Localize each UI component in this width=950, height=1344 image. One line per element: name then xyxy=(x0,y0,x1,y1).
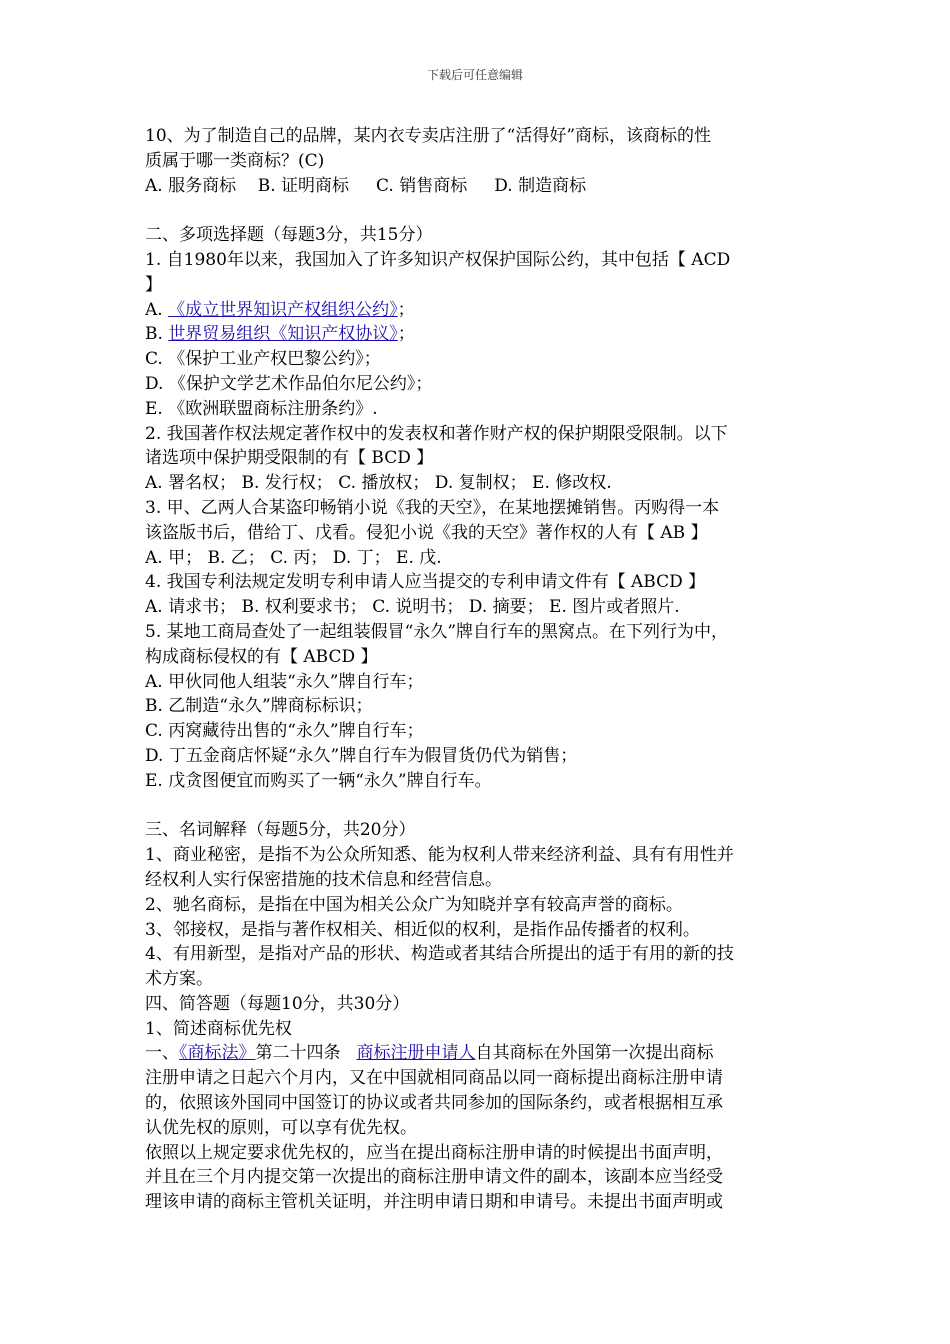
p1-article: 第二十四条 xyxy=(255,1043,341,1064)
s2-q1-line2: 】 xyxy=(145,274,162,295)
s2-q4-options: A. 请求书； B. 权利要求书； C. 说明书； D. 摘要； E. 图片或者照片. xyxy=(145,597,680,618)
s2-q1-option-c: C. 《保护工业产权巴黎公约》； xyxy=(145,349,381,370)
q10-options: A. 服务商标 B. 证明商标 C. 销售商标 D. 制造商标 xyxy=(145,175,587,196)
s3-term4-line1: 4、有用新型，是指对产品的形状、构造或者其结合所提出的适于有用的新的技 xyxy=(145,944,734,965)
s4-p1-line1 xyxy=(145,1041,815,1066)
s2-q5-option-e: E. 戊贪图便宜而购买了一辆“永久”牌自行车。 xyxy=(145,770,492,791)
s2-q3-line1: 3. 甲、乙两人合某盗印畅销小说《我的天空》，在某地摆摊销售。丙购得一本 xyxy=(145,497,720,518)
s2-q1-option-d: D. 《保护文学艺术作品伯尔尼公约》； xyxy=(145,373,433,394)
spacer xyxy=(145,198,815,223)
spacer xyxy=(145,794,815,819)
section2-title: 二、多项选择题（每题3分，共15分） xyxy=(145,225,433,246)
section4-title: 四、简答题（每题10分，共30分） xyxy=(145,993,410,1014)
s2-q1-option-b xyxy=(145,322,815,347)
s2-q2-line1: 2. 我国著作权法规定著作权中的发表权和著作财产权的保护期限受限制。以下 xyxy=(145,423,728,444)
s2-q1-option-e: E. 《欧洲联盟商标注册条约》. xyxy=(145,398,378,419)
s2-q5-option-d: D. 丁五金商店怀疑“永久”牌自行车为假冒货仍代为销售； xyxy=(145,745,578,766)
option-b-suffix: ； xyxy=(397,324,415,345)
s2-q5-line1: 5. 某地工商局查处了一起组装假冒“永久”牌自行车的黑窝点。在下列行为中， xyxy=(145,621,729,642)
s4-p1-line2: 注册申请之日起六个月内，又在中国就相同商品以同一商标提出商标注册申请 xyxy=(145,1068,723,1089)
s3-term1-line1: 1、商业秘密，是指不为公众所知悉、能为权利人带来经济利益、具有有用性并 xyxy=(145,845,734,866)
s2-q5-option-c: C. 丙窝藏待出售的“永久”牌自行车； xyxy=(145,721,424,742)
p1-prefix: 一、 xyxy=(145,1043,179,1064)
s4-p2-line3: 理该申请的商标主管机关证明，并注明申请日期和申请号。未提出书面声明或 xyxy=(145,1192,723,1213)
s4-p2-line2: 并且在三个月内提交第一次提出的商标注册申请文件的副本，该副本应当经受 xyxy=(145,1167,723,1188)
s2-q3-options: A. 甲； B. 乙； C. 丙； D. 丁； E. 戊. xyxy=(145,547,442,568)
trips-agreement-link[interactable]: 世界贸易组织《知识产权协议》 xyxy=(168,324,398,345)
page-header: 下载后可任意编辑 xyxy=(426,68,523,82)
option-b-prefix: B. xyxy=(145,324,169,345)
s4-p1-line3: 的，依照该外国同中国签订的协议或者共同参加的国际条约，或者根据相互承 xyxy=(145,1093,723,1114)
p1-rest: 自其商标在外国第一次提出商标 xyxy=(475,1043,714,1064)
document-body xyxy=(145,124,815,1215)
s2-q2-options: A. 署名权； B. 发行权； C. 播放权； D. 复制权； E. 修改权. xyxy=(145,473,612,494)
trademark-law-link[interactable]: 《商标法》 xyxy=(179,1043,256,1064)
s2-q5-option-b: B. 乙制造“永久”牌商标标识； xyxy=(145,696,373,717)
s2-q3-line2: 该盗版书后，借给丁、戊看。侵犯小说《我的天空》著作权的人有【 AB 】 xyxy=(145,522,708,543)
s4-q1-title: 1、简述商标优先权 xyxy=(145,1018,292,1039)
s3-term4-line2: 术方案。 xyxy=(145,969,213,990)
option-a-prefix: A. xyxy=(145,299,169,320)
q10-line2: 质属于哪一类商标？(C) xyxy=(145,150,325,171)
s4-p2-line1: 依照以上规定要求优先权的，应当在提出商标注册申请的时候提出书面声明， xyxy=(145,1142,723,1163)
s4-p1-line4: 认优先权的原则，可以享有优先权。 xyxy=(145,1117,417,1138)
option-a-suffix: ； xyxy=(397,299,415,320)
wipo-convention-link[interactable]: 《成立世界知识产权组织公约》 xyxy=(168,299,398,320)
s2-q5-option-a: A. 甲伙同他人组装“永久”牌自行车； xyxy=(145,671,424,692)
section3-title: 三、名词解释（每题5分，共20分） xyxy=(145,820,416,841)
s2-q1-line1: 1. 自1980年以来，我国加入了许多知识产权保护国际公约，其中包括【 ACD xyxy=(145,249,731,270)
q10-line1: 10、为了制造自己的品牌，某内衣专卖店注册了“活得好”商标，该商标的性 xyxy=(145,126,712,146)
s2-q4-line1: 4. 我国专利法规定发明专利申请人应当提交的专利申请文件有【 ABCD 】 xyxy=(145,572,706,593)
s2-q5-line2: 构成商标侵权的有【 ABCD 】 xyxy=(145,646,378,667)
s3-term2: 2、驰名商标，是指在中国为相关公众广为知晓并享有较高声誉的商标。 xyxy=(145,894,683,915)
s3-term3: 3、邻接权，是指与著作权相关、相近似的权利，是指作品传播者的权利。 xyxy=(145,919,700,940)
s3-term1-line2: 经权利人实行保密措施的技术信息和经营信息。 xyxy=(145,869,502,890)
s2-q2-line2: 诸选项中保护期受限制的有【 BCD 】 xyxy=(145,448,434,469)
s2-q1-option-a xyxy=(145,298,815,323)
trademark-applicant-link[interactable]: 商标注册申请人 xyxy=(356,1043,476,1064)
